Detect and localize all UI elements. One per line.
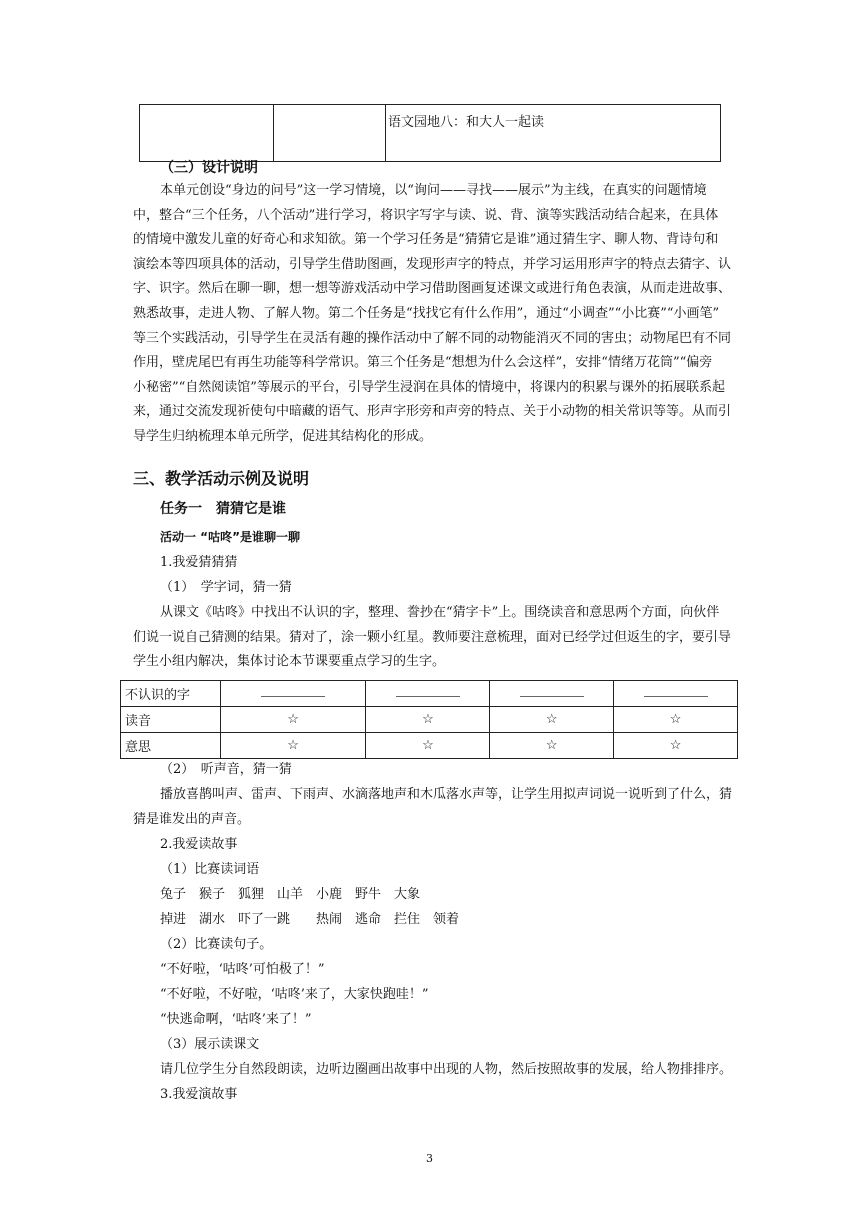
table-cell-label: 意思 (121, 733, 221, 759)
sub-5: （3）展示读课文 (160, 1037, 260, 1052)
paragraph-line: 导学生归纳梳理本单元所学，促进其结构化的形成。 (133, 429, 433, 444)
design-heading: （三）设计说明 (160, 160, 258, 176)
top-table-cell (386, 105, 721, 162)
paragraph-3: 请几位学生分自然段朗读，边听边圈画出故事中出现的人物，然后按照故事的发展，给人物排排序。 (160, 1062, 733, 1077)
section3-title: 三、教学活动示例及说明 (133, 469, 310, 488)
task1-title: 任务一 猜猜它是谁 (160, 501, 286, 517)
paragraph-line: 中，整合“三个任务，八个活动”进行学习，将识字写字与读、说、背、演等实践活动结合起来，在具体 (133, 207, 719, 223)
sentence-3: “快逃命啊，‘咕咚’来了！” (160, 1012, 312, 1027)
top-table-text: 语文园地八：和大人一起读 (388, 115, 545, 130)
sub-3: （1）比赛读词语 (160, 862, 260, 877)
star-icon: ☆ (220, 707, 366, 733)
top-table-cell (140, 105, 274, 162)
paragraph-line: 字、识字。然后在聊一聊，想一想等游戏活动中学习借助图画复述课文或进行角色表演，从而走进故事、 (133, 281, 732, 297)
paragraph-line: 的情境中激发儿童的好奇心和求知欲。第一个学习任务是“猜猜它是谁”通过猜生字、聊人物、背诗句和 (133, 232, 719, 248)
star-icon: ☆ (614, 707, 738, 733)
paragraph-line: 播放喜鹊叫声、雷声、下雨声、水滴落地声和木瓜落水声等，让学生用拟声词说一说听到了什么，猜 (160, 787, 733, 802)
paragraph-line: 猜是谁发出的声音。 (133, 811, 251, 827)
page-number: 3 (426, 1152, 433, 1165)
paragraph-line: 小秘密”“自然阅读馆”等展示的平台，引导学生浸润在具体的情境中，将课内的积累与课外的拓展联系起 (133, 379, 725, 395)
star-icon: ☆ (366, 733, 490, 759)
star-icon: ☆ (366, 707, 490, 733)
paragraph-line: 来，通过交流发现祈使句中暗藏的语气、形声字形旁和声旁的特点、关于小动物的相关常识等等。从而引 (133, 404, 732, 420)
paragraph-line: 作用，壁虎尾巴有再生功能等科学常识。第三个任务是“想想为什么会这样”，安排“情绪万花筒”“偏旁 (133, 355, 713, 371)
item-1: 1.我爱猜猜猜 (160, 555, 238, 570)
sub-4: （2）比赛读句子。 (160, 937, 273, 952)
paragraph-line: 们说一说自己猜测的结果。猜对了，涂一颗小红星。教师要注意梳理，面对已经学过但返生的字，要引导 (133, 629, 732, 645)
sub-1: （1） 学字词，猜一猜 (160, 580, 292, 595)
item-3: 3.我爱演故事 (160, 1087, 238, 1102)
paragraph-line: 学生小组内解决，集体讨论本节课要重点学习的生字。 (133, 654, 446, 669)
star-icon: ☆ (490, 707, 614, 733)
item-2: 2.我爱读故事 (160, 837, 238, 852)
paragraph-line: 等三个实践活动，引导学生在灵活有趣的操作活动中了解不同的动物能消灭不同的害虫；动物尾巴有不同 (133, 330, 732, 346)
paragraph-line: 从课文《咕咚》中找出不认识的字，整理、誊抄在“猜字卡”上。围绕读音和意思两个方面，向伙伴 (160, 605, 720, 620)
top-table (139, 104, 721, 162)
star-icon: ☆ (220, 733, 366, 759)
paragraph-line: 演绘本等四项具体的活动，引导学生借助图画，发现形声字的特点，并学习运用形声字的特点去猜字、认 (133, 256, 732, 272)
table-cell-blank (490, 681, 614, 707)
activity1-title: 活动一 “咕咚”是谁聊一聊 (160, 530, 300, 544)
sub-2: （2） 听声音，猜一猜 (160, 762, 292, 777)
sentence-1: “不好啦，‘咕咚’可怕极了！” (160, 962, 325, 977)
table-cell-blank (366, 681, 490, 707)
paragraph-line: 熟悉故事，走进人物、了解人物。第二个任务是“找找它有什么作用”，通过“小调查”“小比赛”“小画笔” (133, 306, 720, 321)
sentence-2: “不好啦，不好啦，‘咕咚’来了，大家快跑哇！” (160, 987, 429, 1002)
table-cell-label: 不认识的字 (121, 681, 221, 707)
table-cell-label: 读音 (121, 707, 221, 733)
paragraph-line: 本单元创设“身边的问号”这一学习情境，以“询问——寻找——展示”为主线，在真实的问题情境 (160, 183, 707, 198)
guess-table (120, 680, 738, 759)
table-row (121, 733, 738, 759)
top-table-cell (274, 105, 386, 162)
star-icon: ☆ (490, 733, 614, 759)
table-row (121, 707, 738, 733)
table-row (121, 681, 738, 707)
table-cell-blank (614, 681, 738, 707)
word-list-1: 兔子 猴子 狐狸 山羊 小鹿 野牛 大象 (160, 887, 421, 902)
word-list-2: 掉进 湖水 吓了一跳 热闹 逃命 拦住 领着 (160, 912, 460, 927)
table-cell-blank (220, 681, 366, 707)
star-icon: ☆ (614, 733, 738, 759)
